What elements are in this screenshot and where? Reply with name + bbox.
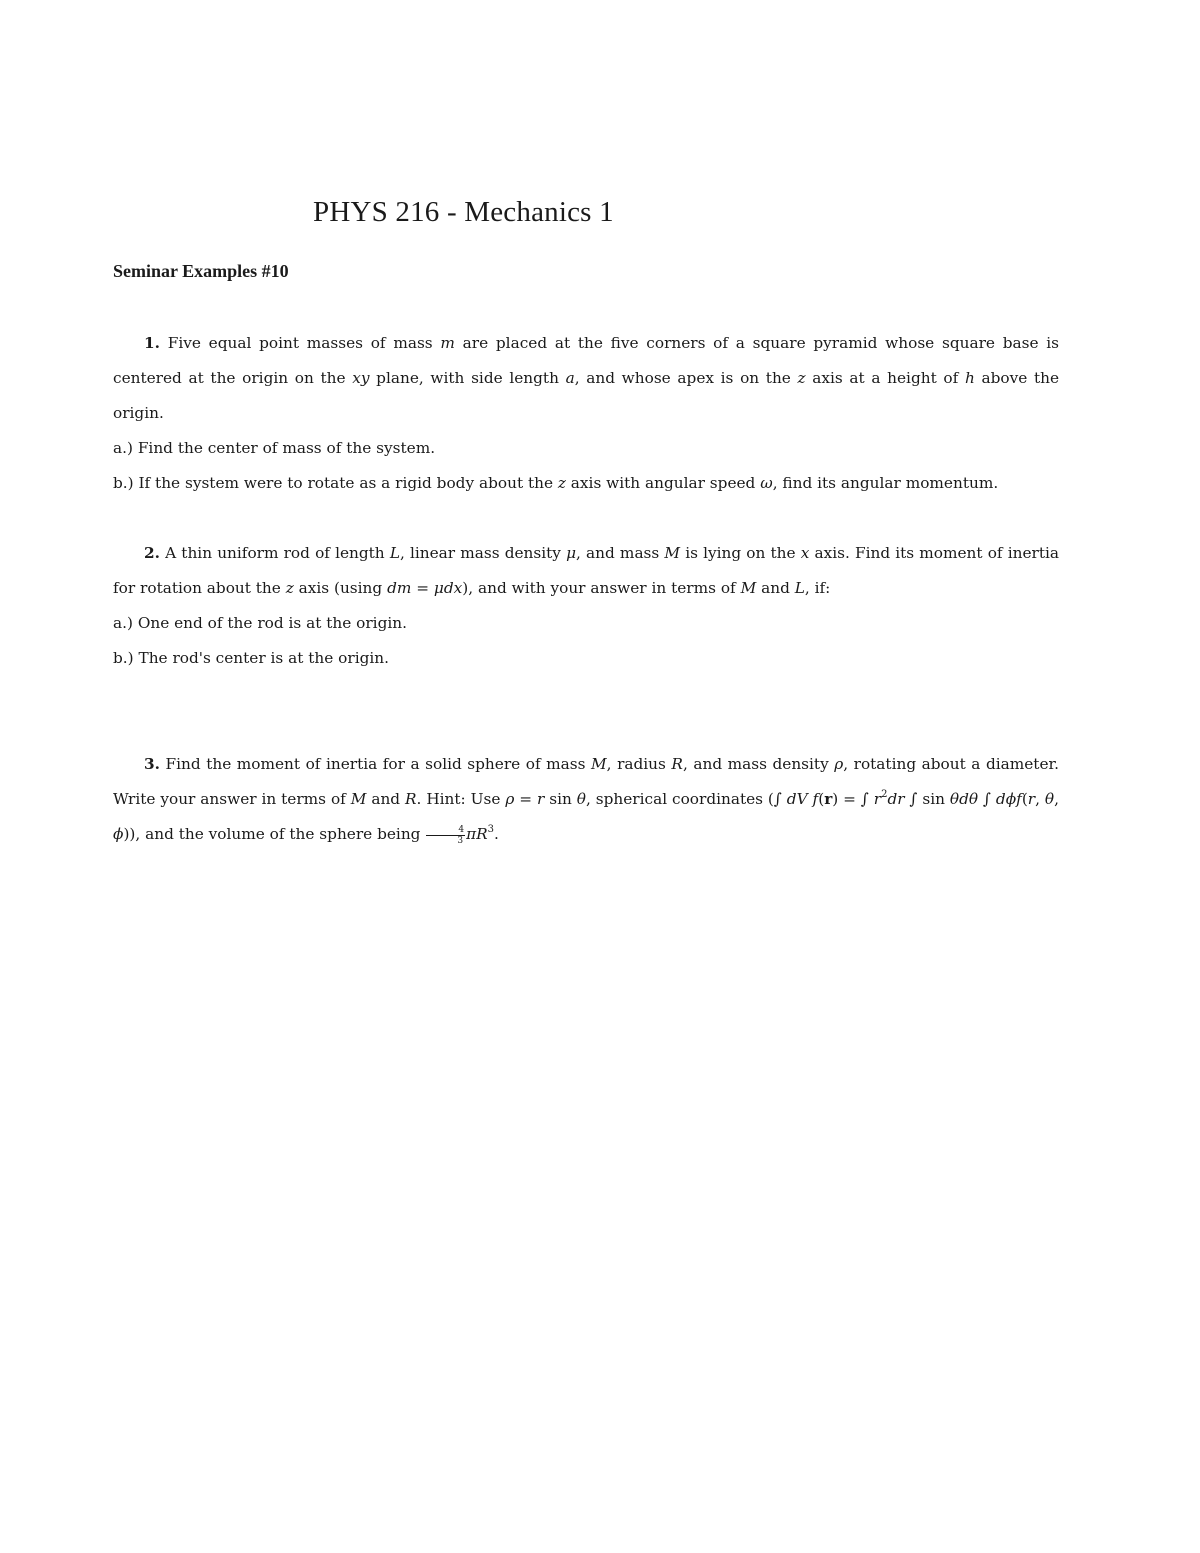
- problem-1-part-b: b.) If the system were to rotate as a rigid body about the z axis with angular speed ω, find its angular momentum.: [113, 474, 999, 492]
- page-title: PHYS 216 - Mechanics 1: [313, 196, 614, 228]
- problem-1: [113, 326, 1059, 501]
- problem-1-part-a: a.) Find the center of mass of the system.: [113, 439, 436, 457]
- fraction-four-thirds: $\frac{4}{3}$: [426, 825, 465, 846]
- problem-2: [113, 536, 1059, 676]
- page-subtitle: Seminar Examples #10: [113, 261, 289, 281]
- problem-1-statement: 1. Five equal point masses of mass m are placed at the five corners of a square pyramid whose square base is centered at the origin on the xy plane, with side length a, and whose apex is on the z axis at a height of h above the origin.: [113, 334, 1060, 422]
- problem-3-number: 3.: [144, 755, 160, 773]
- problem-1-number: 1.: [144, 334, 160, 352]
- problem-2-statement: 2. A thin uniform rod of length L, linear mass density μ, and mass M is lying on the x axis. Find its moment of inertia for rotation about the z axis (using dm = μdx), and with your answer in terms of M and L, if:: [113, 544, 1059, 597]
- problem-2-number: 2.: [144, 544, 160, 562]
- problem-3: [113, 747, 1059, 852]
- problem-3-statement: 3. Find the moment of inertia for a solid sphere of mass M, radius R, and mass density ρ, rotating about a diameter. Write your answer in terms of M and R. Hint: Use ρ = r sin θ, spherical coordinates (∫ dV f(r) = ∫ $r^2dr$ ∫ sin θdθ ∫ dϕf(r, θ, ϕ)), and the volume of the sphere being $\frac{4}{3}$ $\pi R^3$.: [113, 755, 1059, 847]
- problem-2-part-a: a.) One end of the rod is at the origin.: [113, 614, 407, 632]
- problem-2-part-b: b.) The rod's center is at the origin.: [113, 649, 389, 667]
